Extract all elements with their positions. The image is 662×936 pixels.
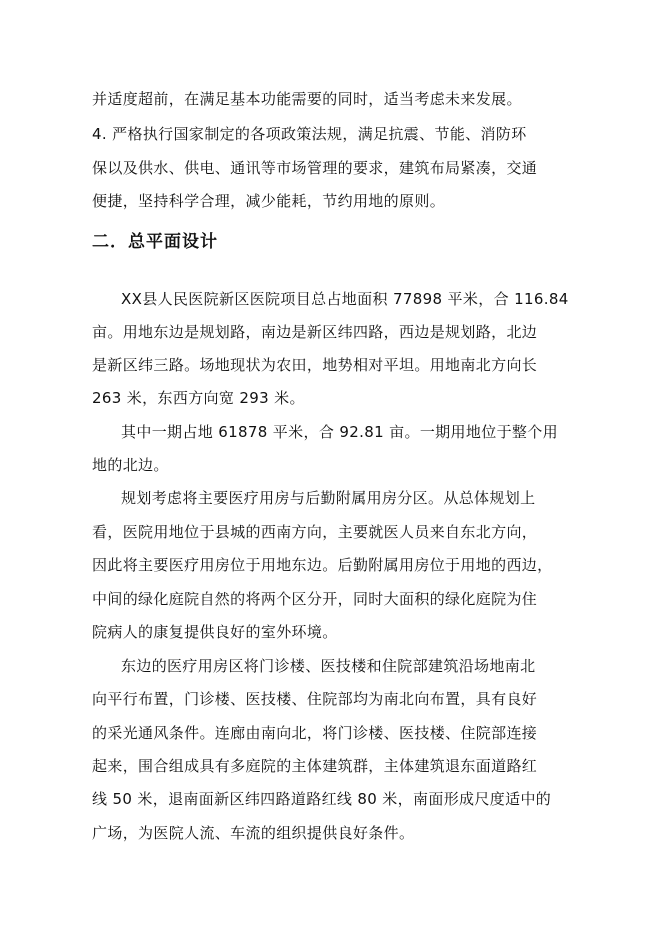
body-line-16: 线 50 米，退南面新区纬四路道路红线 80 米，南面形成尺度适中的 <box>92 790 552 808</box>
body-line-3: 是新区纬三路。场地现状为农田，地势相对平坦。用地南北方向长 <box>92 356 538 374</box>
body-line-17: 广场，为医院人流、车流的组织提供良好条件。 <box>92 824 415 842</box>
intro-line-4: 便捷，坚持科学合理，减少能耗，节约用地的原则。 <box>92 192 446 210</box>
body-line-9: 因此将主要医疗用房位于用地东边。后勤附属用房位于用地的西边， <box>92 556 553 574</box>
intro-line-2: 4. 严格执行国家制定的各项政策法规，满足抗震、节能、消防环 <box>92 125 527 143</box>
body-line-10: 中间的绿化庭院自然的将两个区分开，同时大面积的绿化庭院为住 <box>92 590 538 608</box>
body-line-4: 263 米，东西方向宽 293 米。 <box>92 389 305 407</box>
body-line-1: XX县人民医院新区医院项目总占地面积 77898 平米，合 116.84 <box>121 290 569 308</box>
body-line-11: 院病人的康复提供良好的室外环境。 <box>92 623 338 641</box>
section-heading: 二．总平面设计 <box>92 232 218 252</box>
body-line-2: 亩。用地东边是规划路，南边是新区纬四路，西边是规划路，北边 <box>92 323 538 341</box>
intro-line-3: 保以及供水、供电、通讯等市场管理的要求，建筑布局紧凑，交通 <box>92 159 538 177</box>
body-line-13: 向平行布置，门诊楼、医技楼、住院部均为南北向布置，具有良好 <box>92 690 538 708</box>
body-line-12: 东边的医疗用房区将门诊楼、医技楼和住院部建筑沿场地南北 <box>121 657 536 675</box>
body-line-8: 看，医院用地位于县城的西南方向，主要就医人员来自东北方向， <box>92 523 538 541</box>
body-line-5: 其中一期占地 61878 平米，合 92.81 亩。一期用地位于整个用 <box>121 423 558 441</box>
intro-line-1: 并适度超前，在满足基本功能需要的同时，适当考虑未来发展。 <box>92 90 522 108</box>
body-line-6: 地的北边。 <box>92 456 169 474</box>
body-line-14: 的采光通风条件。连廊由南向北，将门诊楼、医技楼、住院部连接 <box>92 724 538 742</box>
body-line-7: 规划考虑将主要医疗用房与后勤附属用房分区。从总体规划上 <box>121 489 536 507</box>
body-line-15: 起来，围合组成具有多庭院的主体建筑群，主体建筑退东面道路红 <box>92 757 538 775</box>
